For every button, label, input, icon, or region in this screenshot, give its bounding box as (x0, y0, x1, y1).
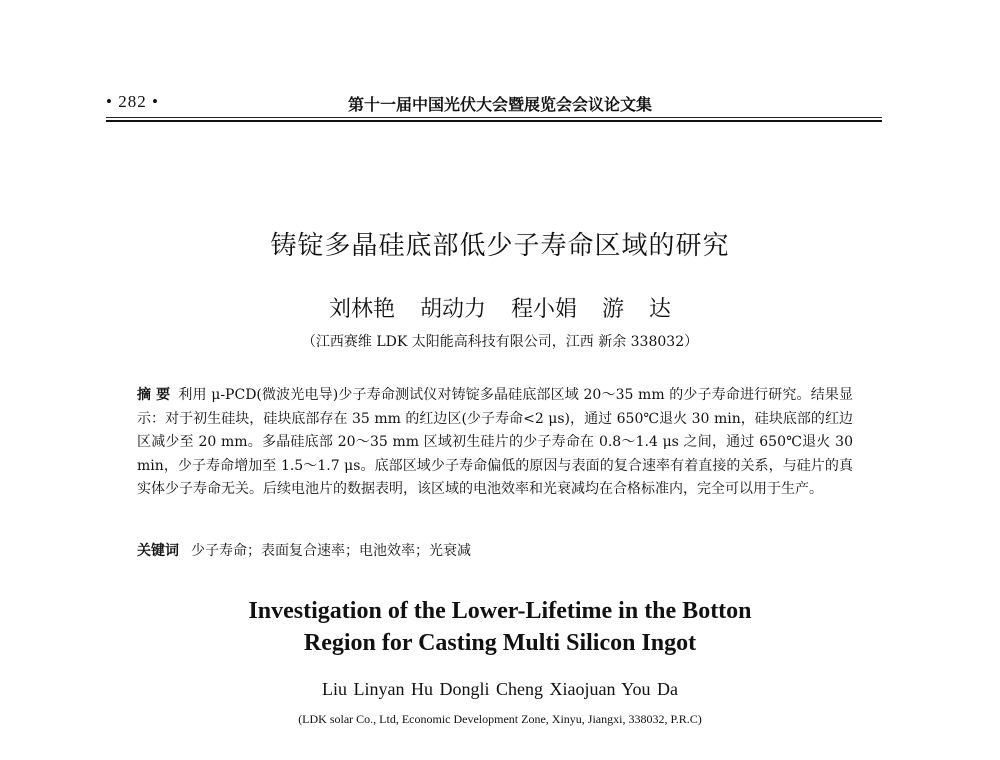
keywords-text: 少子寿命；表面复合速率；电池效率；光衰减 (191, 543, 471, 559)
abstract-label: 摘 要 (137, 387, 171, 403)
abstract (137, 384, 853, 502)
header-rule-thin (106, 117, 882, 118)
authors-en: Liu Linyan Hu Dongli Cheng Xiaojuan You Da (322, 679, 678, 699)
affiliation-cn: （江西赛维 LDK 太阳能高科技有限公司，江西 新余 338032） (301, 334, 699, 350)
paper-title-en (0, 595, 1000, 659)
paper-title-en-line1: Investigation of the Lower-Lifetime in the Botton (248, 598, 752, 624)
header-rule-thick (106, 120, 882, 122)
abstract-text: 利用 μ-PCD(微波光电导)少子寿命测试仪对铸锭多晶硅底部区域 20～35 mm 的少子寿命进行研究。结果显示：对于初生硅块，硅块底部存在 35 mm 的红边区(少子寿命<2 μs)，通过 650℃退火 30 min，硅块底部的红边区减少至 20 mm。多晶硅底部 20～35 mm 区域初生硅片的少子寿命在 0.8～1.4 μs 之间，通过 650℃退火 30 min，少子寿命增加至 1.5～1.7 μs。底部区域少子寿命偏低的原因与表面的复合速率有着直接的关系，与硅片的真实体少子寿命无关。后续电池片的数据表明，该区域的电池效率和光衰减均在合格标准内，完全可以用于生产。 (137, 387, 853, 497)
affiliation-en: (LDK solar Co., Ltd, Economic Development Zone, Xinyu, Jiangxi, 338032, P.R.C) (298, 712, 702, 726)
paper-title-en-line2: Region for Casting Multi Silicon Ingot (303, 630, 697, 656)
page-number: • 282 • (106, 92, 159, 111)
keywords (137, 540, 853, 560)
keywords-label: 关键词 (137, 543, 179, 559)
running-header: 第十一届中国光伏大会暨展览会会议论文集 (348, 95, 653, 114)
authors-cn: 刘林艳 胡动力 程小娟 游 达 (329, 297, 671, 322)
paper-title-cn: 铸锭多晶硅底部低少子寿命区域的研究 (270, 231, 730, 261)
